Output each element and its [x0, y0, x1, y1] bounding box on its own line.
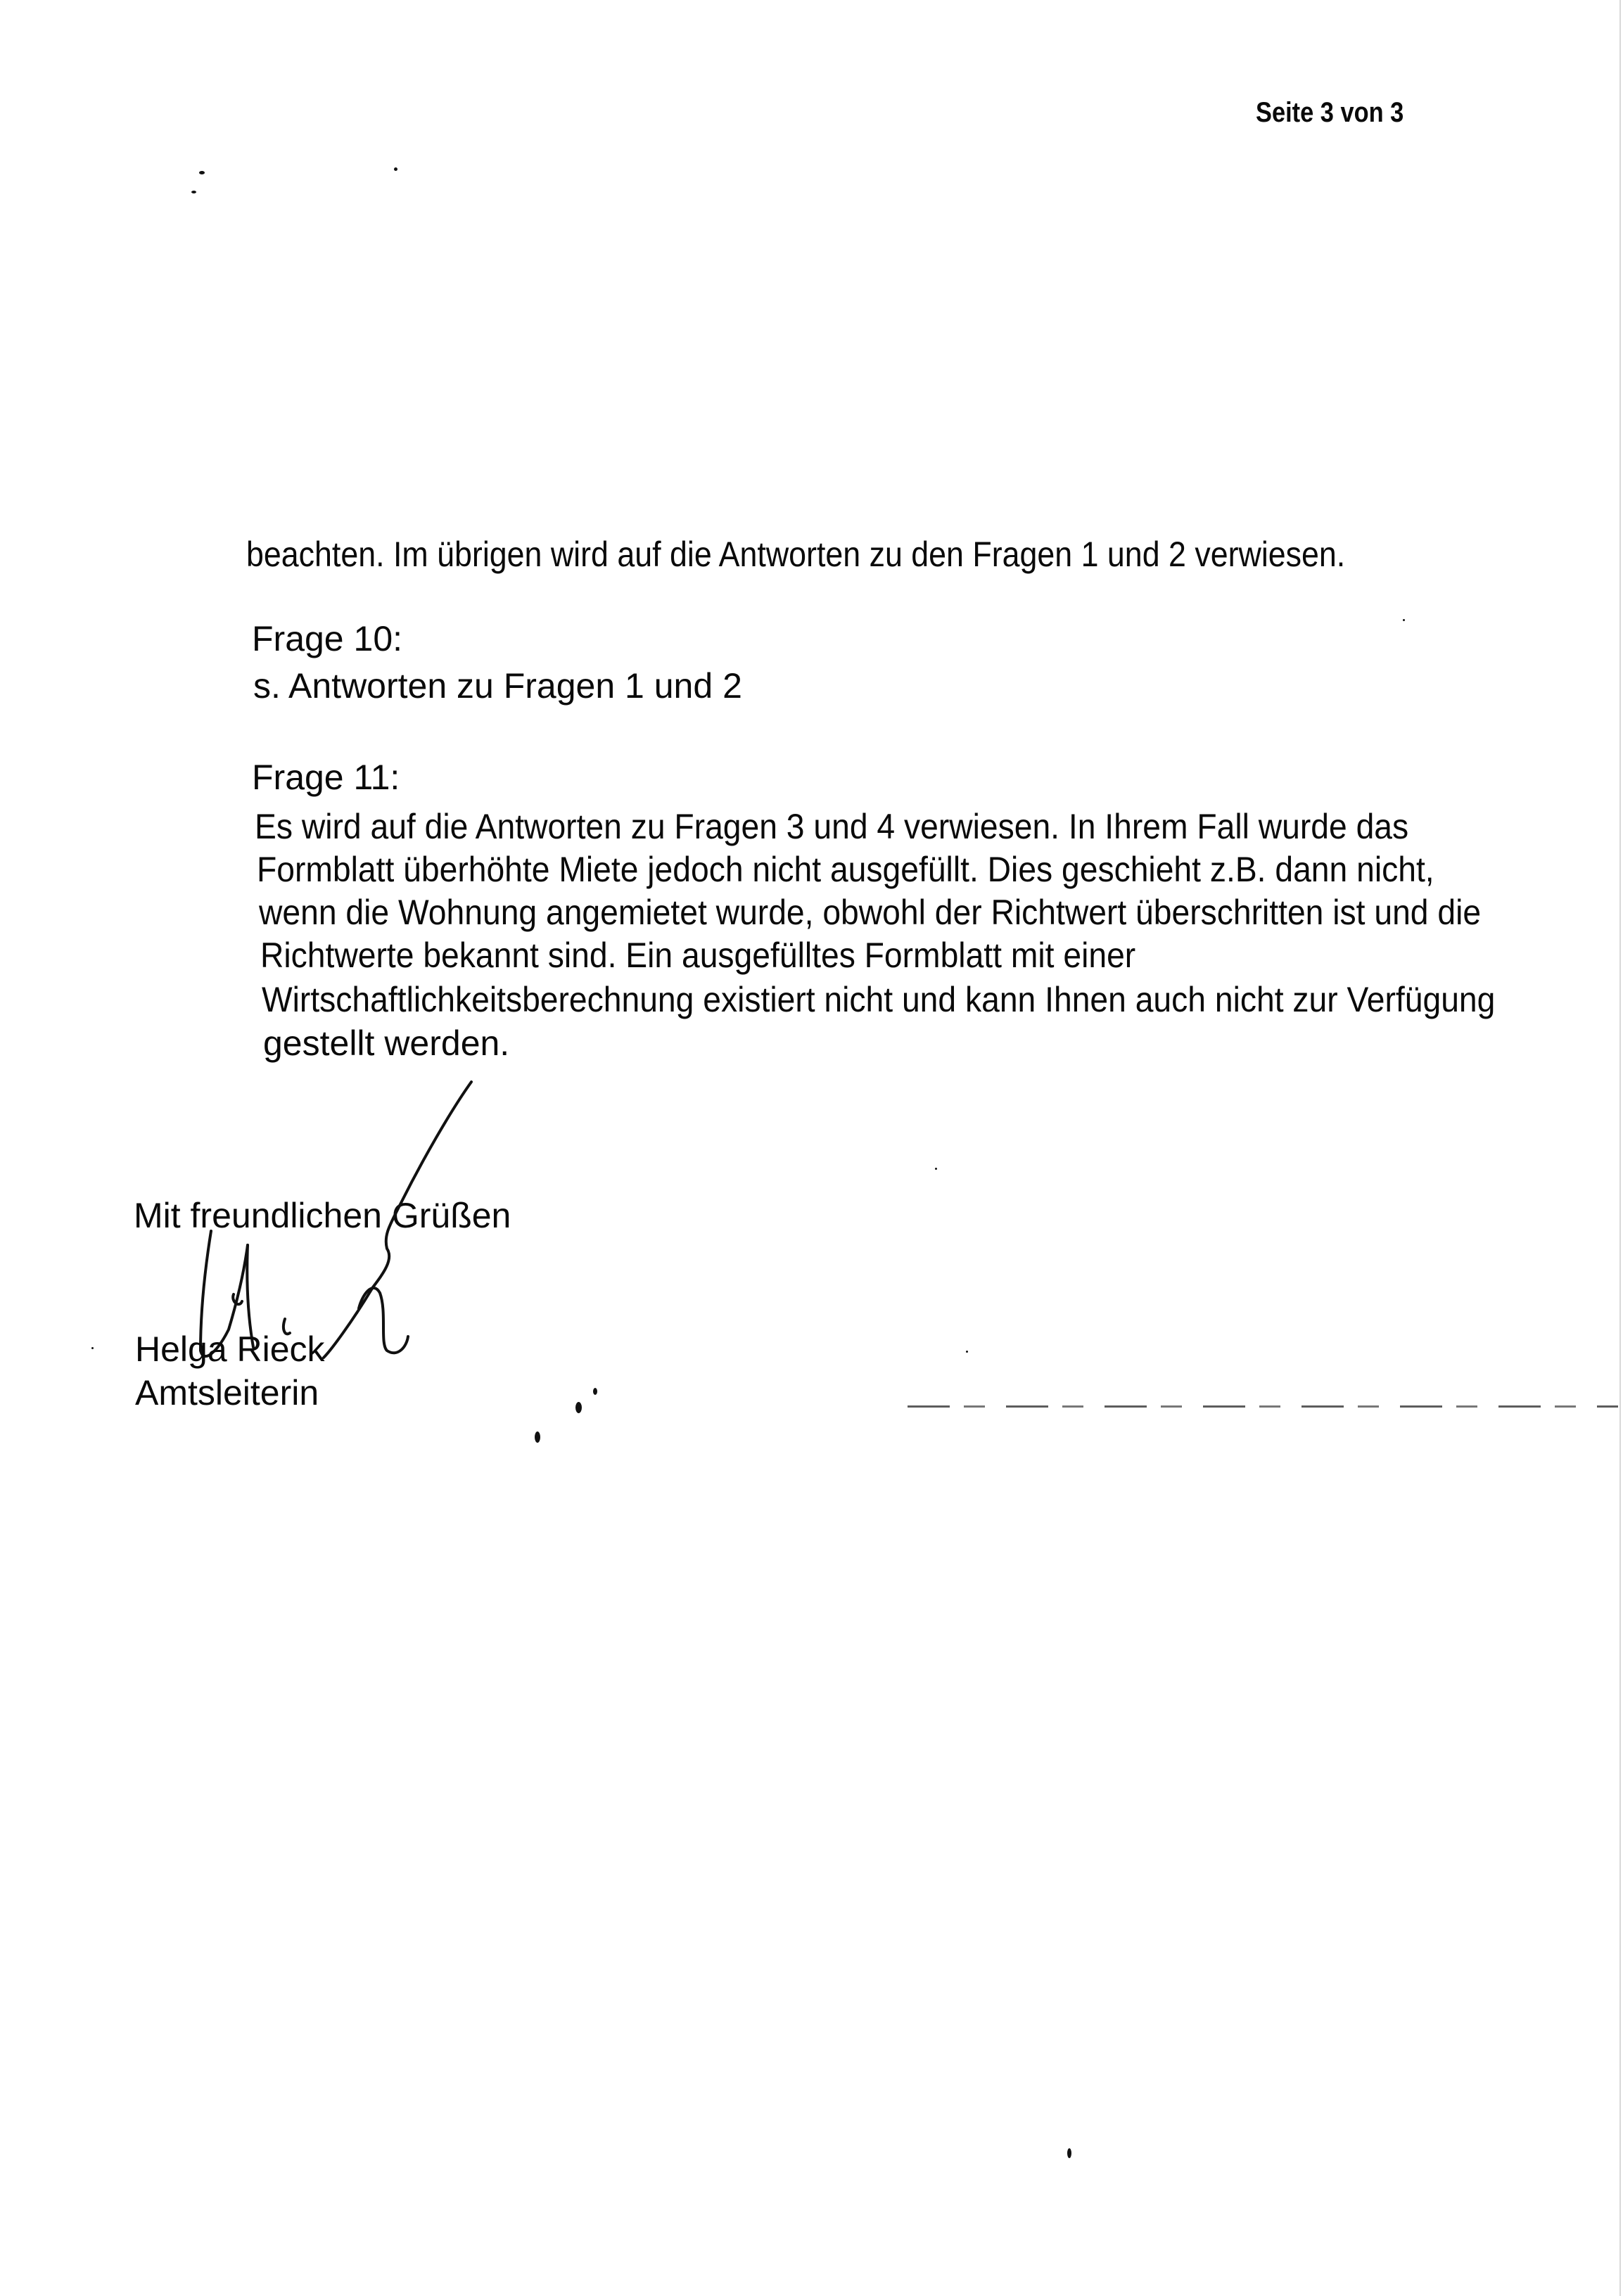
- answer-line: Wirtschaftlichkeitsberechnung existiert nicht und kann Ihnen auch nicht zur Verfügung: [262, 980, 1496, 1019]
- scan-speck: [966, 1351, 968, 1353]
- scan-edge: [1619, 0, 1621, 2296]
- scan-speck: [535, 1431, 540, 1443]
- scan-speck: [191, 191, 196, 193]
- closing-salutation: Mit freundlichen Grüßen: [134, 1196, 511, 1235]
- answer-line: s. Antworten zu Fragen 1 und 2: [253, 666, 742, 706]
- answer-line: Richtwerte bekannt sind. Ein ausgefülltes Formblatt mit einer: [260, 936, 1136, 975]
- scan-speck: [91, 1347, 94, 1349]
- answer-line: gestellt werden.: [263, 1023, 510, 1063]
- answer-line: wenn die Wohnung angemietet wurde, obwohl der Richtwert überschritten ist und die: [259, 893, 1482, 932]
- scan-artifact-line: [908, 1405, 1618, 1408]
- signer-name: Helga Rieck: [135, 1329, 325, 1369]
- scan-speck: [575, 1402, 582, 1413]
- scan-speck: [593, 1388, 597, 1395]
- scan-speck: [1403, 619, 1405, 621]
- question-heading: Frage 10:: [252, 619, 403, 658]
- signer-title: Amtsleiterin: [135, 1373, 319, 1412]
- scan-speck: [394, 167, 397, 171]
- scan-speck: [935, 1168, 937, 1170]
- scan-speck: [199, 171, 205, 174]
- question-heading: Frage 11:: [252, 758, 400, 797]
- scan-speck: [1067, 2148, 1071, 2158]
- page-indicator: Seite 3 von 3: [1256, 97, 1404, 128]
- answer-line: Formblatt überhöhte Miete jedoch nicht ausgefüllt. Dies geschieht z.B. dann nicht,: [257, 850, 1434, 889]
- continuation-text: beachten. Im übrigen wird auf die Antworten zu den Fragen 1 und 2 verwiesen.: [246, 535, 1346, 574]
- signature-icon: [169, 1069, 499, 1365]
- answer-line: Es wird auf die Antworten zu Fragen 3 und 4 verwiesen. In Ihrem Fall wurde das: [255, 807, 1409, 846]
